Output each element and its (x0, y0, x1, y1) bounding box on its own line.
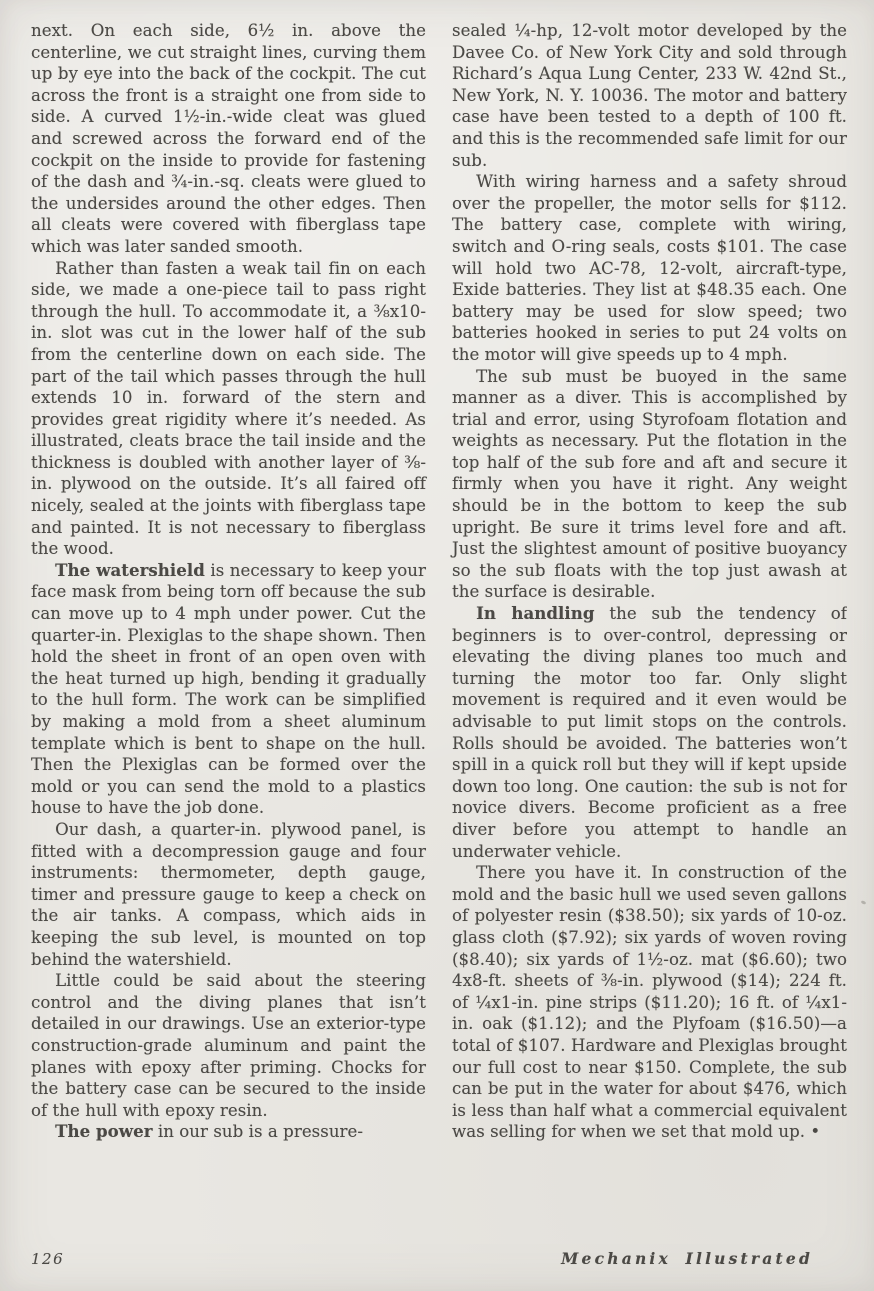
article-paragraph: In handling the sub the tendency of beginners is to over-control, depressing or elevating the diving planes too much and turning the motor too far. Only slight movement is required and it even would be advisable to put limit stops on the controls. Rolls should be avoided. The batteries won’t spill in a quick roll but they will if kept upside down too long. One caution: the sub is not for novice divers. Become proficient as a free diver before you attempt to handle an underwater vehicle. (452, 603, 847, 861)
column-left (31, 20, 426, 1250)
article-paragraph: sealed ¼-hp, 12-volt motor developed by the Davee Co. of New York City and sold through Richard’s Aqua Lung Center, 233 W. 42nd St., New York, N. Y. 10036. The motor and battery case have been tested to a depth of 100 ft. and this is the recommended safe limit for our sub. (452, 21, 847, 170)
paragraph-lead: The watershield (55, 559, 205, 580)
article-paragraph: The power in our sub is a pressure- (55, 1121, 364, 1142)
scan-speck (861, 900, 867, 905)
page-footer (31, 1249, 813, 1268)
article-paragraph: The watershield is necessary to keep your face mask from being torn off because the sub can move up to 4 mph under power. Cut the quarter-in. Plexiglas to the shape shown. Then hold the sheet in front of an open oven with the heat turned up high, bending it gradually to the hull form. The work can be simplified by making a mold from a sheet aluminum template which is bent to shape on the hull. Then the Plexiglas can be formed over the mold or you can send the mold to a plastics house to have the job done. (31, 559, 426, 818)
column-right (452, 20, 847, 1250)
paragraph-lead: The power (55, 1121, 153, 1142)
article-paragraph: The sub must be buoyed in the same manner as a diver. This is accomplished by trial and error, using Styrofoam flotation and weights as necessary. Put the flotation in the top half of the sub fore and aft and secure it firmly when you have it right. Any weight should be in the bottom to keep the sub upright. Be sure it trims level fore and aft. Just the slightest amount of positive buoyancy so the sub floats with the top just awash at the surface is desirable. (452, 366, 847, 602)
article-paragraph: Our dash, a quarter-in. plywood panel, is fitted with a decompression gauge and four instruments: thermometer, depth gauge, timer and pressure gauge to keep a check on the air tanks. A compass, which aids in keeping the sub level, is mounted on top behind the watershield. (31, 819, 426, 969)
article-paragraph: There you have it. In construction of the mold and the basic hull we used seven gallons of polyester resin ($38.50); six yards of 10-oz. glass cloth ($7.92); six yards of woven roving ($8.40); six yards of 1½-oz. mat ($6.60); two 4x8-ft. sheets of ⅜-in. plywood ($14); 224 ft. of ¼x1-in. pine strips ($11.20); 16 ft. of ¼x1-in. oak ($1.12); and the Plyfoam ($16.50)—a total of $107. Hardware and Plexiglas brought our full cost to near $150. Complete, the sub can be put in the water for about $476, which is less than half what a commercial equivalent was selling for when we set that mold up. • (452, 863, 847, 1142)
article-paragraph: next. On each side, 6½ in. above the centerline, we cut straight lines, curving them up by eye into the back of the cockpit. The cut across the front is a straight one from side to side. A curved 1½-in.-wide cleat was glued and screwed across the forward end of the cockpit on the inside to provide for fastening of the dash and ¾-in.-sq. cleats were glued to the undersides around the other edges. Then all cleats were covered with fiberglass tape which was later sanded smooth. (31, 21, 426, 256)
article-paragraph: Rather than fasten a weak tail fin on each side, we made a one-piece tail to pass right through the hull. To accommodate it, a ⅜x10-in. slot was cut in the lower half of the sub from the centerline down on each side. The part of the tail which passes through the hull extends 10 in. forward of the stern and provides great rigidity where it’s needed. As illustrated, cleats brace the tail inside and the thickness is doubled with another layer of ⅜-in. plywood on the outside. It’s all faired off nicely, sealed at the joints with fiberglass tape and painted. It is not necessary to fiberglass the wood. (31, 258, 426, 559)
article-body (31, 20, 847, 1250)
magazine-title: Mechanix Illustrated (561, 1249, 813, 1268)
article-paragraph: With wiring harness and a safety shroud over the propeller, the motor sells for $112. The battery case, complete with wiring, switch and O-ring seals, costs $101. The case will hold two AC-78, 12-volt, aircraft-type, Exide batteries. They list at $48.35 each. One battery may be used for slow speed; two batteries hooked in series to put 24 volts on the motor will give speeds up to 4 mph. (452, 172, 847, 364)
article-paragraph: Little could be said about the steering control and the diving planes that isn’t detailed in our drawings. Use an exterior-type construction-grade aluminum and paint the planes with epoxy after priming. Chocks for the battery case can be secured to the inside of the hull with epoxy resin. (31, 971, 426, 1120)
paragraph-lead: In handling (476, 603, 595, 624)
page-number: 126 (31, 1250, 65, 1268)
